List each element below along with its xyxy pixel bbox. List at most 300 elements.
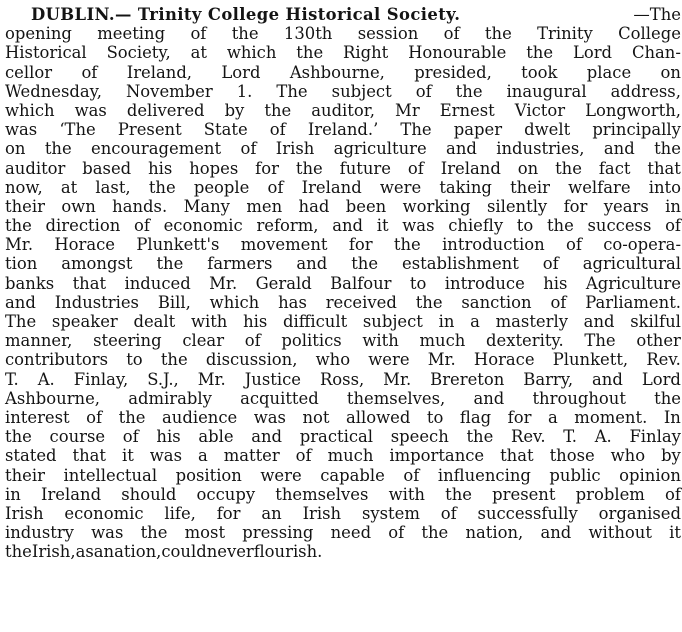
word: Right (343, 43, 389, 63)
word: establishment (402, 254, 519, 274)
word: and (332, 216, 364, 236)
word: been (345, 196, 387, 216)
word: men (246, 196, 283, 216)
word: clear (182, 331, 225, 351)
word: Balfour (330, 273, 392, 293)
word: Justice (244, 369, 301, 389)
word: for (216, 503, 241, 523)
word: of (415, 81, 432, 101)
word: Agriculture (585, 273, 681, 293)
word: hopes (189, 158, 239, 178)
word: Finlay, (73, 369, 129, 389)
word: the (421, 523, 449, 543)
word: a (470, 312, 480, 331)
word: of (295, 446, 312, 466)
word: and (473, 388, 505, 408)
word: the (555, 158, 582, 178)
word: own (61, 196, 96, 216)
word: The (400, 120, 432, 140)
word: those (549, 446, 595, 466)
word: Rev. (511, 427, 546, 447)
word: that (500, 446, 534, 466)
word: Mr. (383, 369, 412, 389)
word: Ireland.’ (307, 120, 379, 140)
word: now, (5, 177, 43, 197)
article-line (5, 293, 681, 312)
word: subject (331, 81, 392, 101)
article-line (5, 542, 681, 561)
word: themselves (275, 484, 369, 504)
word: ‘The (59, 120, 96, 140)
word: Ashbourne, (289, 62, 385, 82)
word: November (125, 81, 213, 101)
word: working (402, 196, 471, 216)
word: T. (563, 427, 577, 447)
word: opinion (619, 465, 681, 485)
word: his (543, 273, 568, 293)
word: Historical (5, 43, 87, 63)
word: of (388, 523, 405, 543)
word: audience (162, 407, 238, 427)
article-line (5, 312, 681, 331)
word: a (547, 407, 558, 427)
word: discussion, (205, 350, 298, 370)
word: that (72, 446, 107, 466)
word: silently (486, 196, 548, 216)
article-line (5, 120, 681, 139)
word: their (5, 196, 45, 216)
word: it (669, 523, 681, 543)
word: themselves, (346, 388, 446, 408)
word: importance (389, 446, 485, 466)
word: steering (93, 331, 162, 351)
word: of (403, 465, 420, 485)
article-line (5, 63, 681, 82)
word: politics (281, 331, 342, 351)
word: need (330, 523, 372, 543)
word: practical (299, 427, 374, 447)
word: and (583, 312, 615, 331)
word: acquitted (240, 388, 319, 408)
word: session (357, 24, 419, 44)
word: Society, (106, 43, 171, 63)
word: at (190, 43, 207, 63)
article-line (5, 370, 681, 389)
word: Plunkett, (552, 350, 629, 370)
article-line (5, 389, 681, 408)
word: not (302, 407, 330, 427)
word: auditor, (311, 100, 375, 120)
word: course (49, 427, 106, 447)
word: Irish, (31, 542, 76, 562)
word: agriculture (333, 139, 427, 159)
word: it (121, 446, 134, 466)
word: introduction (442, 235, 545, 255)
word: much (419, 331, 466, 351)
word: 130th (283, 24, 333, 44)
word: opening (5, 24, 72, 44)
article-line (5, 216, 681, 235)
word: in (665, 196, 681, 216)
word: were (260, 465, 302, 485)
word: address, (610, 81, 681, 101)
word: admirably (128, 388, 212, 408)
article-line (5, 427, 681, 446)
article-line (5, 139, 681, 158)
article-line (5, 24, 681, 43)
word: to (426, 407, 444, 427)
word: amongst (61, 254, 133, 274)
word: Lord (221, 62, 261, 82)
word: Rev. (646, 350, 681, 370)
word: which (5, 100, 55, 120)
word: masterly (495, 312, 568, 331)
word: intellectual (63, 465, 158, 485)
word: the (351, 254, 379, 274)
article-line (5, 235, 681, 254)
article-line (5, 408, 681, 427)
word: agricultural (582, 254, 681, 274)
word: A. (594, 427, 612, 447)
word: of (550, 292, 567, 312)
headline-line (5, 5, 681, 24)
word: the (156, 254, 184, 274)
word: occupy (196, 484, 256, 504)
word: Victor (514, 100, 566, 120)
word: people (193, 177, 250, 197)
word: encouragement (91, 139, 222, 159)
word: Longworth, (585, 100, 681, 120)
word: of (122, 427, 139, 447)
word: Irish (302, 503, 342, 523)
word: tion (5, 254, 38, 274)
word: successfully (477, 503, 578, 523)
word: Ross, (319, 369, 365, 389)
article-body (5, 24, 681, 561)
word: interest (5, 407, 70, 427)
word: flourish. (253, 542, 323, 562)
word: Parliament. (585, 292, 681, 312)
article-line (5, 485, 681, 504)
word: throughout (532, 388, 626, 408)
word: the (415, 292, 443, 312)
word: never (206, 542, 254, 562)
word: the (5, 427, 32, 447)
word: of (269, 120, 286, 140)
word: and (603, 139, 635, 159)
word: and (540, 523, 572, 543)
word: In (663, 407, 681, 427)
word: at (60, 177, 78, 197)
word: in (5, 484, 21, 504)
word: to (409, 273, 427, 293)
word: with (190, 312, 228, 331)
word: sanction (461, 292, 532, 312)
word: their (5, 465, 45, 485)
word: dexterity. (486, 331, 564, 351)
word: nation, (465, 523, 524, 543)
word: dealt (133, 312, 176, 331)
word: Ernest (439, 100, 495, 120)
word: based (82, 158, 132, 178)
word: direction (45, 216, 121, 236)
word: had (298, 196, 330, 216)
word: were (379, 177, 422, 197)
word: principally (592, 120, 681, 140)
word: paper (453, 120, 503, 140)
word: the (140, 523, 168, 543)
word: an (261, 503, 282, 523)
word: the (546, 216, 574, 236)
word: much (327, 446, 374, 466)
word: the (295, 158, 323, 178)
word: Irish (275, 139, 315, 159)
article-line (5, 159, 681, 178)
word: public (549, 465, 601, 485)
word: which (226, 43, 277, 63)
word: Irish (5, 503, 44, 523)
word: economic (163, 216, 243, 236)
word: Ireland, (126, 62, 193, 82)
article-line (5, 446, 681, 465)
word: fact (598, 158, 631, 178)
word: Mr (395, 100, 420, 120)
word: with (362, 331, 399, 351)
word: received (325, 292, 397, 312)
word: and (296, 254, 328, 274)
word: for (507, 407, 532, 427)
word: and (251, 427, 283, 447)
word: the (44, 139, 72, 159)
word: Horace (473, 350, 535, 370)
word: cellor (5, 62, 53, 82)
word: farmers (207, 254, 273, 274)
word: manner, (5, 331, 73, 351)
word: his (148, 158, 173, 178)
word: by (661, 446, 681, 466)
word: contributors (5, 350, 109, 370)
article-headline: DUBLIN.— Trinity College Historical Society. (31, 5, 461, 24)
word: into (648, 177, 681, 197)
article-line (5, 178, 681, 197)
word: of (440, 503, 457, 523)
word: Ashbourne, (5, 388, 101, 408)
word: place (586, 62, 632, 82)
word: other (636, 331, 681, 351)
article-line (5, 523, 681, 542)
word: Industries (54, 292, 139, 312)
word: the (264, 100, 292, 120)
word: took (521, 62, 558, 82)
word: Honourable (408, 43, 507, 63)
word: of (244, 331, 261, 351)
word: Chan- (631, 43, 681, 63)
word: were (368, 350, 410, 370)
word: Gerald (255, 273, 312, 293)
word: and (446, 139, 477, 159)
word: a (93, 542, 104, 562)
word: who (315, 350, 351, 370)
word: the (466, 427, 494, 447)
word: present (492, 484, 556, 504)
word: a (197, 446, 208, 466)
word: S.J., (147, 369, 179, 389)
word: industries, (496, 139, 585, 159)
word: movement (240, 235, 328, 255)
word: taking (439, 177, 492, 197)
word: future (339, 158, 391, 178)
word: by (224, 100, 245, 120)
word: was (74, 100, 107, 120)
word: T. (5, 369, 19, 389)
word: The (584, 331, 616, 351)
word: of (267, 177, 284, 197)
word: of (665, 216, 681, 236)
word: Horace (54, 235, 115, 255)
word: of (86, 407, 103, 427)
word: Plunkett's (136, 235, 220, 255)
word: the (393, 235, 421, 255)
word: speaker (51, 312, 118, 331)
word: most (184, 523, 226, 543)
word: organised (598, 503, 681, 523)
word: subject (362, 312, 423, 331)
word: The (276, 81, 308, 101)
word: capable (320, 465, 385, 485)
word: Barry, (523, 369, 574, 389)
article-line (5, 254, 681, 273)
word: the (5, 542, 32, 562)
word: skilful (630, 312, 681, 331)
word: dwelt (524, 120, 571, 140)
article-column (5, 5, 681, 561)
word: the (231, 24, 259, 44)
word: welfare (568, 177, 631, 197)
word: of (542, 254, 559, 274)
word: with (388, 484, 425, 504)
word: Mr. (209, 273, 238, 293)
word: Lord (641, 369, 681, 389)
word: meeting (97, 24, 166, 44)
article-line (5, 101, 681, 120)
word: that (647, 158, 681, 178)
article-line (5, 331, 681, 350)
word: of (565, 235, 582, 255)
word: Mr. (197, 369, 226, 389)
word: Lord (572, 43, 613, 63)
word: and (5, 292, 36, 312)
headline-dash-the: —The (633, 5, 681, 24)
word: the (654, 139, 681, 159)
word: co-opera- (603, 235, 681, 255)
word: State (203, 120, 248, 140)
word: could (161, 542, 207, 562)
word: position (175, 465, 242, 485)
word: on (5, 139, 26, 159)
word: difficult (283, 312, 348, 331)
word: Finlay (629, 427, 681, 447)
word: delivered (126, 100, 205, 120)
word: reform, (256, 216, 319, 236)
article-line (5, 350, 681, 369)
word: Wednesday, (5, 81, 102, 101)
word: for (563, 196, 588, 216)
word: without (588, 523, 652, 543)
word: industry (5, 523, 74, 543)
word: the (118, 407, 146, 427)
word: speech (390, 427, 449, 447)
word: on (517, 158, 539, 178)
word: Ireland (40, 484, 102, 504)
word: it (376, 216, 389, 236)
word: Many (183, 196, 230, 216)
word: their (510, 177, 550, 197)
word: the (484, 24, 512, 44)
word: his (156, 427, 181, 447)
article-line (5, 274, 681, 293)
word: the (5, 216, 32, 236)
word: College (618, 24, 681, 44)
word: Trinity (537, 24, 593, 44)
word: of (240, 139, 257, 159)
word: of (443, 24, 460, 44)
word: which (209, 292, 260, 312)
word: Brereton (430, 369, 505, 389)
article-line (5, 82, 681, 101)
word: on (660, 62, 681, 82)
word: was (149, 446, 182, 466)
word: The (5, 312, 37, 331)
word: pressing (242, 523, 314, 543)
word: has (278, 292, 307, 312)
word: flag (459, 407, 492, 427)
word: auditor (5, 158, 66, 178)
word: Mr. (427, 350, 456, 370)
word: of (665, 484, 681, 504)
word: the (148, 177, 176, 197)
word: last, (95, 177, 131, 197)
word: allowed (346, 407, 411, 427)
word: for (348, 235, 373, 255)
word: success (587, 216, 652, 236)
word: the (296, 43, 324, 63)
word: years (603, 196, 649, 216)
word: banks (5, 273, 55, 293)
word: in (438, 312, 455, 331)
word: Ireland (440, 158, 501, 178)
word: Bill, (157, 292, 191, 312)
word: his (243, 312, 268, 331)
word: Present (117, 120, 182, 140)
word: A. (37, 369, 55, 389)
word: was (402, 216, 435, 236)
word: should (121, 484, 177, 504)
word: stated (5, 446, 57, 466)
word: life, (164, 503, 196, 523)
word: moment. (574, 407, 648, 427)
word: the (160, 350, 188, 370)
word: economic (64, 503, 144, 523)
word: who (610, 446, 646, 466)
word: was (91, 523, 124, 543)
word: of (407, 158, 424, 178)
word: nation, (103, 542, 162, 562)
word: problem (575, 484, 645, 504)
word: and (592, 369, 623, 389)
word: of (190, 24, 207, 44)
word: the (455, 81, 483, 101)
word: to (516, 216, 534, 236)
